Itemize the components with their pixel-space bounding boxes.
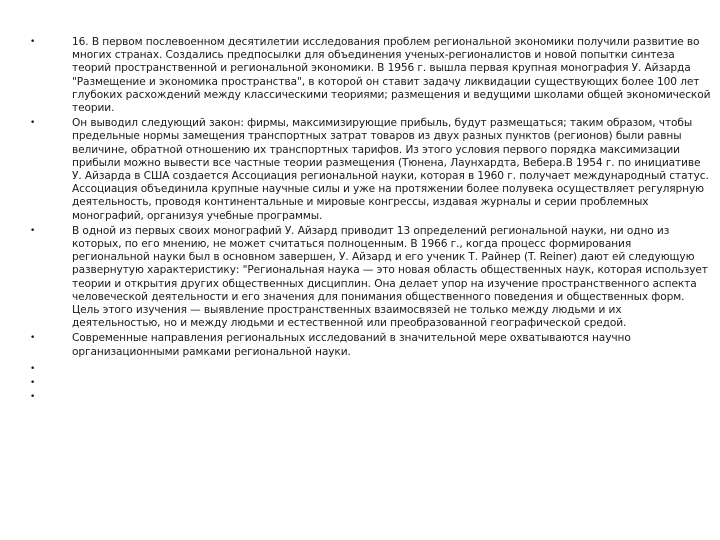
bullet-icon: • xyxy=(30,391,36,402)
paragraph-text: Он выводил следующий закон: фирмы, максимизирующие прибыль, будут размещаться; таким образом, чтобы предельные нормы замещения транспортных затрат товаров из двух разных пунктов (регионов) были равны величине, обратной отношению их транспортных тарифов. Из этого условия первого порядка максимизации прибыли можно вывести все частные теории размещения (Тюнена, Лаунхардта, Вебера.В 1954 г. по инициативе У. Айзарда в США создается Ассоциация региональной науки, которая в 1960 г. получает международный статус. Ассоциация объединила крупные научные силы и уже на протяжении более полувека осуществляет регулярную деятельность, проводя континентальные и мировые конгрессы, издавая журналы и серии проблемных монографий, организуя учебные программы. xyxy=(72,117,709,222)
list-item xyxy=(28,117,712,223)
empty-list-item xyxy=(28,377,712,391)
bullet-list xyxy=(28,36,712,405)
paragraph-text: 16. В первом послевоенном десятилетии исследования проблем региональной экономики получили развитие во многих странах. Создались предпосылки для объединения ученых-регионалистов и новой попытки синтеза теорий пространственной и региональной экономики. В 1956 г. вышла первая крупная монография У. Айзарда "Размещение и экономика пространства", в которой он ставит задачу ликвидации существующих более 100 лет глубоких расхождений между классическими теориями; размещения и ведущими школами общей экономической теории. xyxy=(72,36,711,115)
bullet-icon: • xyxy=(30,333,36,344)
bullet-icon: • xyxy=(30,225,36,236)
bullet-icon: • xyxy=(30,363,36,374)
list-item xyxy=(28,36,712,115)
list-item xyxy=(28,225,712,331)
bullet-icon: • xyxy=(30,377,36,388)
bullet-icon: • xyxy=(30,118,36,129)
list-item xyxy=(28,332,712,358)
empty-list-item xyxy=(28,363,712,377)
paragraph-text: Современные направления региональных исследований в значительной мере охватываются научно организационными рамками региональной науки. xyxy=(72,332,631,358)
empty-list-item xyxy=(28,391,712,405)
bullet-icon: • xyxy=(30,37,36,47)
paragraph-text: В одной из первых своих монографий У. Айзард приводит 13 определений региональной науки, ни одно из которых, по его мнению, не может считаться полноценным. В 1966 г., когда процесс формирования региональной науки был в основном завершен, У. Айзард и его ученик Т. Райнер (T. Reiner) дают ей следующую развернутую характеристику: "Региональная наука — это новая область общественных наук, которая использует теории и открытия других общественных дисциплин. Она делает упор на изучение пространственного аспекта человеческой деятельности и его значения для понимания общественного поведения и общественных форм. Цель этого изучения — выявление пространственных взаимосвязей не только между людьми и их деятельностью, но и между людьми и естественной или преобразованной географической средой. xyxy=(72,224,708,330)
